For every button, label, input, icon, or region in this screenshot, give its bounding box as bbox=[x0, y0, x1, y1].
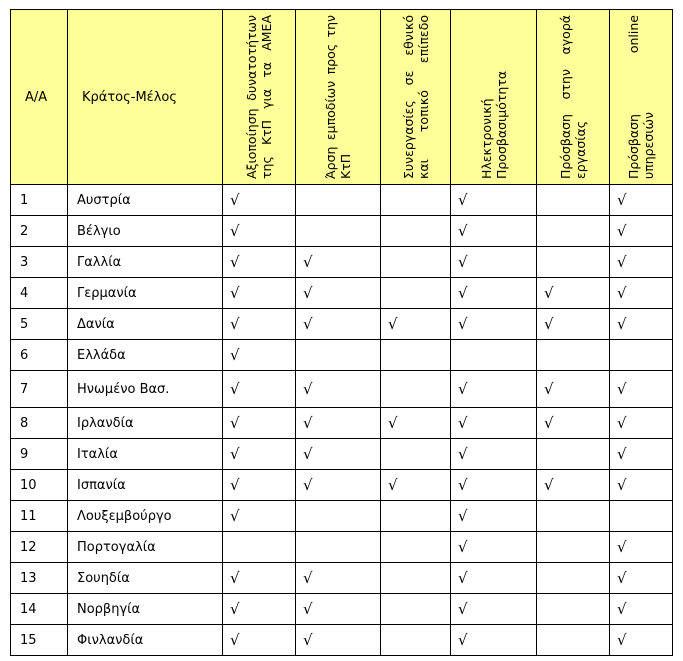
cell-col3 bbox=[381, 625, 451, 656]
row-number: 2 bbox=[11, 216, 68, 247]
cell-col3: √ bbox=[381, 470, 451, 501]
cell-col5: √ bbox=[537, 371, 610, 408]
row-number: 11 bbox=[11, 501, 68, 532]
cell-col4: √ bbox=[451, 470, 537, 501]
row-country: Δανία bbox=[68, 309, 223, 340]
row-number: 13 bbox=[11, 563, 68, 594]
table-row bbox=[11, 247, 673, 278]
cell-col1: √ bbox=[223, 216, 296, 247]
cell-col6 bbox=[610, 501, 673, 532]
cell-col2: √ bbox=[296, 247, 381, 278]
cell-col3 bbox=[381, 563, 451, 594]
cell-col4: √ bbox=[451, 278, 537, 309]
cell-col1: √ bbox=[223, 278, 296, 309]
cell-col5 bbox=[537, 563, 610, 594]
header-col1-text: Αξιοποίηση δυνατοτήτων της ΚτΠ για τα ΑΜΕΑ bbox=[244, 15, 274, 179]
cell-col6: √ bbox=[610, 371, 673, 408]
table-row bbox=[11, 594, 673, 625]
cell-col2 bbox=[296, 501, 381, 532]
header-col5 bbox=[537, 10, 610, 185]
cell-col1: √ bbox=[223, 625, 296, 656]
cell-col5 bbox=[537, 216, 610, 247]
row-number: 3 bbox=[11, 247, 68, 278]
cell-col6: √ bbox=[610, 594, 673, 625]
row-country: Νορβηγία bbox=[68, 594, 223, 625]
cell-col6: √ bbox=[610, 439, 673, 470]
cell-col6: √ bbox=[610, 408, 673, 439]
cell-col5 bbox=[537, 594, 610, 625]
table-row bbox=[11, 185, 673, 216]
cell-col1: √ bbox=[223, 247, 296, 278]
cell-col3: √ bbox=[381, 309, 451, 340]
cell-col6: √ bbox=[610, 216, 673, 247]
cell-col1: √ bbox=[223, 371, 296, 408]
cell-col3 bbox=[381, 185, 451, 216]
cell-col5 bbox=[537, 340, 610, 371]
row-number: 4 bbox=[11, 278, 68, 309]
header-col2-text: Άρση εμποδίων προς την ΚτΠ bbox=[323, 15, 353, 179]
row-country: Ιρλανδία bbox=[68, 408, 223, 439]
table-row bbox=[11, 371, 673, 408]
header-col1 bbox=[223, 10, 296, 185]
cell-col4: √ bbox=[451, 185, 537, 216]
row-number: 1 bbox=[11, 185, 68, 216]
row-number: 8 bbox=[11, 408, 68, 439]
cell-col6: √ bbox=[610, 185, 673, 216]
cell-col2: √ bbox=[296, 278, 381, 309]
cell-col2 bbox=[296, 340, 381, 371]
cell-col4: √ bbox=[451, 439, 537, 470]
cell-col3 bbox=[381, 216, 451, 247]
row-country: Ελλάδα bbox=[68, 340, 223, 371]
header-col4 bbox=[451, 10, 537, 185]
cell-col1: √ bbox=[223, 340, 296, 371]
cell-col1: √ bbox=[223, 470, 296, 501]
cell-col6: √ bbox=[610, 247, 673, 278]
cell-col6 bbox=[610, 340, 673, 371]
table-row bbox=[11, 501, 673, 532]
cell-col2 bbox=[296, 532, 381, 563]
cell-col1: √ bbox=[223, 309, 296, 340]
cell-col5: √ bbox=[537, 278, 610, 309]
cell-col5 bbox=[537, 185, 610, 216]
cell-col3 bbox=[381, 247, 451, 278]
cell-col5: √ bbox=[537, 309, 610, 340]
cell-col6: √ bbox=[610, 532, 673, 563]
header-col5-text: Πρόσβαση στην αγορά εργασίας bbox=[558, 15, 588, 179]
row-country: Γαλλία bbox=[68, 247, 223, 278]
table-row bbox=[11, 625, 673, 656]
cell-col3 bbox=[381, 594, 451, 625]
table-body bbox=[11, 185, 673, 656]
cell-col2: √ bbox=[296, 470, 381, 501]
cell-col6: √ bbox=[610, 563, 673, 594]
cell-col6: √ bbox=[610, 309, 673, 340]
cell-col1: √ bbox=[223, 408, 296, 439]
cell-col2: √ bbox=[296, 594, 381, 625]
cell-col4: √ bbox=[451, 247, 537, 278]
cell-col6: √ bbox=[610, 470, 673, 501]
cell-col4: √ bbox=[451, 563, 537, 594]
cell-col2: √ bbox=[296, 309, 381, 340]
header-country: Κράτος-Μέλος bbox=[68, 10, 223, 185]
cell-col5 bbox=[537, 247, 610, 278]
table-row bbox=[11, 216, 673, 247]
cell-col1: √ bbox=[223, 185, 296, 216]
row-number: 15 bbox=[11, 625, 68, 656]
row-country: Ισπανία bbox=[68, 470, 223, 501]
cell-col4: √ bbox=[451, 216, 537, 247]
cell-col4: √ bbox=[451, 625, 537, 656]
table-row bbox=[11, 439, 673, 470]
cell-col3 bbox=[381, 340, 451, 371]
cell-col3: √ bbox=[381, 408, 451, 439]
header-col3-text: Συνεργασίες σε εθνικό και τοπικό επίπεδο bbox=[400, 15, 431, 179]
row-number: 10 bbox=[11, 470, 68, 501]
table-row bbox=[11, 408, 673, 439]
cell-col3 bbox=[381, 532, 451, 563]
table-row bbox=[11, 340, 673, 371]
cell-col5 bbox=[537, 501, 610, 532]
row-number: 6 bbox=[11, 340, 68, 371]
row-country: Ηνωμένο Βασ. bbox=[68, 371, 223, 408]
row-country: Λουξεμβούργο bbox=[68, 501, 223, 532]
table-row bbox=[11, 563, 673, 594]
row-country: Βέλγιο bbox=[68, 216, 223, 247]
row-number: 7 bbox=[11, 371, 68, 408]
header-col6-text: Πρόσβαση online υπηρεσιών bbox=[626, 15, 656, 179]
cell-col1: √ bbox=[223, 501, 296, 532]
cell-col3 bbox=[381, 439, 451, 470]
cell-col4: √ bbox=[451, 371, 537, 408]
table-row bbox=[11, 470, 673, 501]
cell-col6: √ bbox=[610, 625, 673, 656]
cell-col2 bbox=[296, 216, 381, 247]
header-col3 bbox=[381, 10, 451, 185]
member-states-table bbox=[10, 9, 673, 656]
row-number: 9 bbox=[11, 439, 68, 470]
cell-col2 bbox=[296, 185, 381, 216]
table-row bbox=[11, 309, 673, 340]
cell-col4: √ bbox=[451, 408, 537, 439]
header-col2 bbox=[296, 10, 381, 185]
row-number: 5 bbox=[11, 309, 68, 340]
cell-col3 bbox=[381, 501, 451, 532]
table-row bbox=[11, 278, 673, 309]
cell-col4: √ bbox=[451, 594, 537, 625]
row-country: Γερμανία bbox=[68, 278, 223, 309]
cell-col5 bbox=[537, 625, 610, 656]
cell-col2: √ bbox=[296, 625, 381, 656]
cell-col4: √ bbox=[451, 309, 537, 340]
cell-col2: √ bbox=[296, 371, 381, 408]
cell-col5 bbox=[537, 532, 610, 563]
header-num: Α/Α bbox=[11, 10, 68, 185]
row-country: Σουηδία bbox=[68, 563, 223, 594]
cell-col1: √ bbox=[223, 439, 296, 470]
row-country: Πορτογαλία bbox=[68, 532, 223, 563]
cell-col3 bbox=[381, 371, 451, 408]
row-country: Φινλανδία bbox=[68, 625, 223, 656]
cell-col1 bbox=[223, 532, 296, 563]
cell-col5: √ bbox=[537, 408, 610, 439]
cell-col4 bbox=[451, 340, 537, 371]
cell-col1: √ bbox=[223, 594, 296, 625]
cell-col4: √ bbox=[451, 532, 537, 563]
cell-col5: √ bbox=[537, 470, 610, 501]
header-row bbox=[11, 10, 673, 185]
cell-col2: √ bbox=[296, 408, 381, 439]
cell-col2: √ bbox=[296, 563, 381, 594]
row-number: 12 bbox=[11, 532, 68, 563]
row-number: 14 bbox=[11, 594, 68, 625]
header-col4-text: Ηλεκτρονική Προσβασιμότητα bbox=[478, 70, 509, 179]
table-row bbox=[11, 532, 673, 563]
cell-col2: √ bbox=[296, 439, 381, 470]
cell-col6: √ bbox=[610, 278, 673, 309]
row-country: Αυστρία bbox=[68, 185, 223, 216]
header-col6 bbox=[610, 10, 673, 185]
row-country: Ιταλία bbox=[68, 439, 223, 470]
cell-col4: √ bbox=[451, 501, 537, 532]
cell-col3 bbox=[381, 278, 451, 309]
cell-col5 bbox=[537, 439, 610, 470]
cell-col1: √ bbox=[223, 563, 296, 594]
